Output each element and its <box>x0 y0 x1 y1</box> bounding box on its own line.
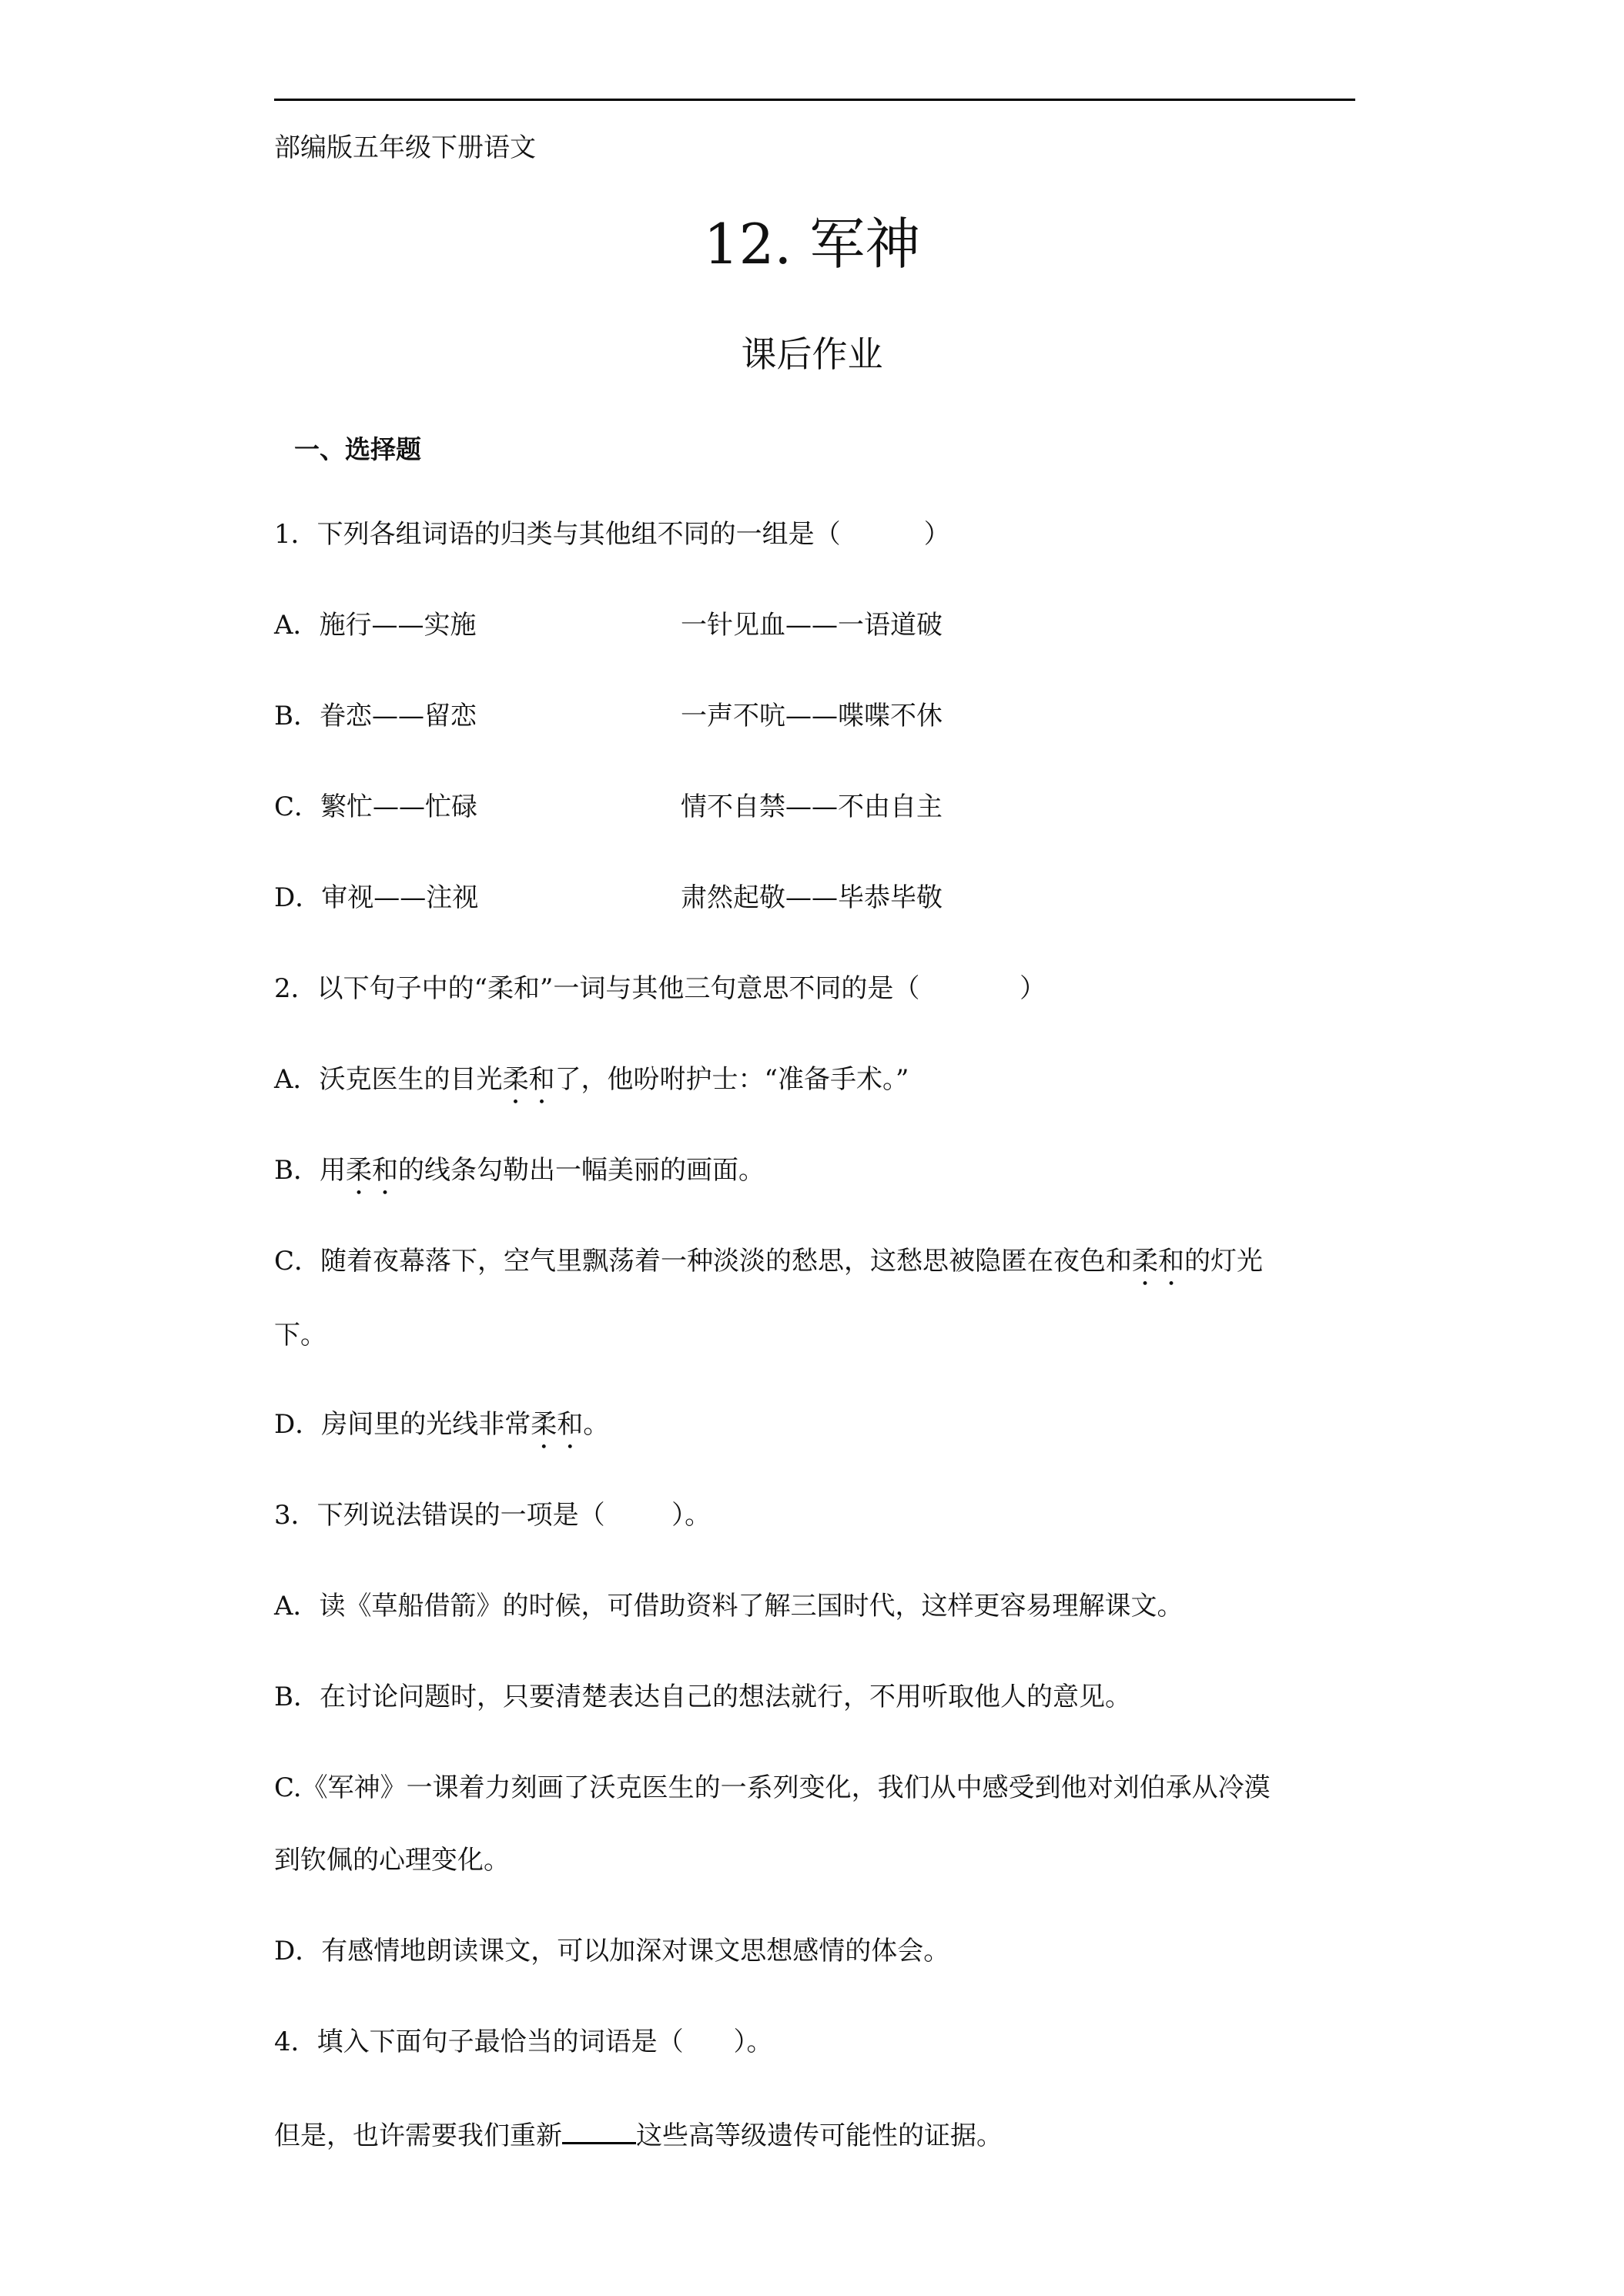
option-right: 一声不吭——喋喋不休 <box>681 701 943 731</box>
option-left: 施行——实施 <box>319 610 477 641</box>
q1-option-d <box>274 881 1355 915</box>
q1-option-a <box>274 608 1355 642</box>
q2-option-c <box>274 1244 1263 1292</box>
question-4 <box>274 2025 773 2059</box>
q2-option-c-continued: 下。 <box>274 1320 326 1350</box>
option-label: A． <box>274 610 320 641</box>
option-text: 房间里的光线非常 <box>321 1409 531 1440</box>
q1-option-b <box>274 699 1355 733</box>
question-2 <box>274 972 1046 1006</box>
option-label: B． <box>274 1155 320 1186</box>
subject-header: 部编版五年级下册语文 <box>274 132 536 163</box>
option-label: D． <box>274 1409 322 1440</box>
q4-sentence <box>274 2116 1003 2153</box>
emphasized-word: 柔和 <box>346 1155 398 1186</box>
q2-option-b <box>274 1153 765 1201</box>
sentence-text: 这些高等级遗传可能性的证据。 <box>636 2120 1003 2151</box>
emphasized-word: 柔和 <box>502 1064 555 1095</box>
option-text: 的线条勾勒出一幅美丽的画面。 <box>398 1155 765 1186</box>
option-label: C． <box>274 792 321 822</box>
q1-option-c <box>274 790 1355 824</box>
q3-option-a: A．读《草船借箭》的时候，可借助资料了解三国时代，这样更容易理解课文。 <box>274 1591 1184 1622</box>
emphasized-word: 柔和 <box>531 1409 584 1440</box>
question-1 <box>274 517 950 551</box>
option-text: 了，他吩咐护士：“准备手术。” <box>554 1064 909 1095</box>
q3-option-c: C.《军神》一课着力刻画了沃克医生的一系列变化，我们从中感受到他对刘伯承从冷漠 <box>274 1772 1271 1803</box>
q3-option-c-continued: 到钦佩的心理变化。 <box>274 1845 510 1876</box>
lesson-title: 12. 军神 <box>703 212 921 276</box>
q3-option-d: D．有感情地朗读课文，可以加深对课文思想感情的体会。 <box>274 1936 950 1966</box>
option-text: 用 <box>320 1155 346 1186</box>
question-3 <box>274 1498 711 1532</box>
option-left: 繁忙——忙碌 <box>320 792 478 822</box>
question-number: 2． <box>274 973 317 1004</box>
option-label: B． <box>274 701 320 731</box>
q2-option-d <box>274 1407 609 1455</box>
fill-in-blank[interactable] <box>562 2116 636 2144</box>
question-stem: 下列各组词语的归类与其他组不同的一组是（ ） <box>316 519 950 550</box>
question-number: 1． <box>274 519 317 550</box>
section-heading: 一、选择题 <box>294 434 421 464</box>
option-left: 审视——注视 <box>321 882 479 913</box>
option-text: 沃克医生的目光 <box>319 1064 503 1095</box>
option-label: D． <box>274 882 322 913</box>
option-right: 情不自禁——不由自主 <box>681 792 943 822</box>
option-left: 眷恋——留恋 <box>320 701 477 731</box>
question-number: 4． <box>274 2027 317 2057</box>
option-text: 。 <box>583 1409 610 1440</box>
question-stem: 下列说法错误的一项是（ ）。 <box>316 1500 712 1531</box>
question-stem: 以下句子中的“柔和”一词与其他三句意思不同的是（ ） <box>316 973 1046 1004</box>
sentence-text: 但是，也许需要我们重新 <box>274 2120 562 2151</box>
lesson-subtitle: 课后作业 <box>741 333 883 375</box>
option-label: A． <box>274 1064 320 1095</box>
q2-option-a <box>274 1063 909 1110</box>
option-right: 肃然起敬——毕恭毕敬 <box>681 882 943 913</box>
option-text: 随着夜幕落下，空气里飘荡着一种淡淡的愁思，这愁思被隐匿在夜色和 <box>320 1246 1133 1277</box>
option-right: 一针见血——一语道破 <box>681 610 943 641</box>
option-label: C． <box>274 1246 321 1277</box>
emphasized-word: 柔和 <box>1132 1246 1185 1277</box>
question-number: 3． <box>274 1500 317 1531</box>
q3-option-b: B．在讨论问题时，只要清楚表达自己的想法就行，不用听取他人的意见。 <box>274 1682 1131 1712</box>
question-stem: 填入下面句子最恰当的词语是（ ）。 <box>316 2027 773 2057</box>
header-rule <box>274 99 1355 101</box>
option-text: 的灯光 <box>1184 1246 1264 1277</box>
